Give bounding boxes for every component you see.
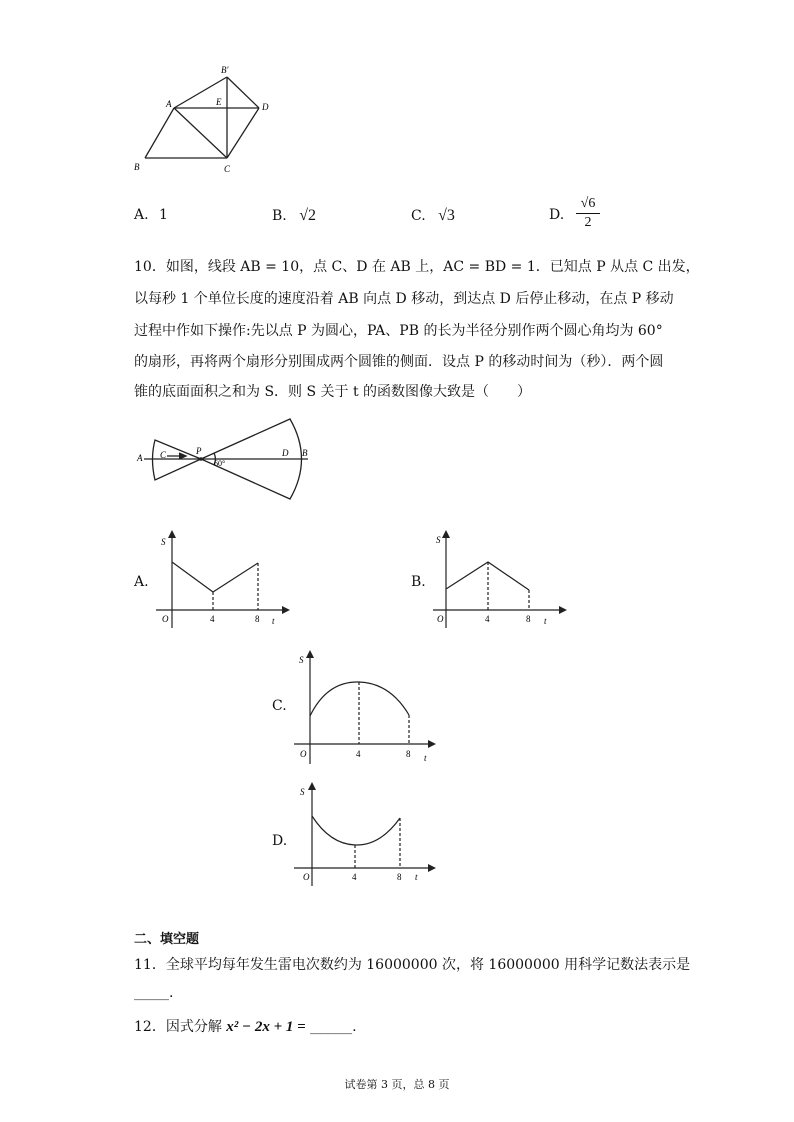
q9-option-d-fraction-bar: [576, 213, 600, 214]
q11-period: .: [169, 985, 174, 1001]
graph-a-origin: O: [162, 614, 169, 624]
q9-option-d-numerator: √6: [580, 196, 596, 211]
fig9-label-d: D: [262, 102, 269, 112]
graph-d-origin: O: [303, 872, 310, 882]
graph-a-y-label: S: [161, 537, 166, 547]
fig9-label-e: E: [216, 97, 222, 107]
q9-option-d[interactable]: [549, 207, 564, 223]
graph-option-d[interactable]: [290, 780, 440, 888]
graph-b-x-label: t: [544, 616, 547, 626]
page-footer: 试卷第 3 页，总 8 页: [344, 1078, 450, 1091]
graph-b-tick-4: 4: [485, 614, 490, 624]
graph-option-c[interactable]: [290, 648, 440, 766]
graph-b-origin: O: [437, 614, 444, 624]
graph-c-tick-8: 8: [406, 749, 411, 759]
q12-answer-blank[interactable]: ______: [310, 1019, 353, 1035]
fig10-label-a: A: [137, 453, 143, 463]
fig10-label-c: C: [160, 450, 167, 460]
q9-option-c-value: √3: [438, 207, 455, 224]
q11-line-1: 11．全球平均每年发生雷电次数约为 16000000 次，将 16000000 用科学记数法表示是: [134, 957, 691, 973]
q10-line-4: 的扇形，再将两个扇形分别围成两个圆锥的侧面．设点 P 的移动时间为（秒）．两个圆: [134, 354, 664, 370]
graph-b-tick-8: 8: [526, 614, 531, 624]
q12-prefix: 12．因式分解: [134, 1019, 222, 1035]
q10-line-2: 以每秒 1 个单位长度的速度沿着 AB 向点 D 移动，到达点 D 后停止移动，在点 P 移动: [134, 291, 674, 307]
fig10-label-d: D: [282, 448, 289, 458]
q9-option-a-value: 1: [159, 207, 168, 223]
q9-option-d-letter: D.: [549, 207, 565, 223]
fig10-sectors-diagram: [130, 416, 330, 516]
graph-c-x-label: t: [424, 753, 427, 763]
fig10-label-p: P: [196, 446, 202, 456]
fig10-label-angle: 60°: [214, 459, 226, 468]
q11-answer-line: [134, 986, 173, 1000]
graph-a-x-label: t: [272, 616, 275, 626]
q9-option-c[interactable]: [411, 207, 455, 225]
q9-option-a-letter: A.: [134, 207, 149, 223]
section-fill-in-blank-title: 二、填空题: [134, 932, 200, 947]
graph-a-tick-4: 4: [210, 614, 215, 624]
fig9-label-c: C: [224, 164, 231, 174]
graph-d-x-label: t: [415, 872, 418, 882]
q9-option-c-letter: C.: [411, 208, 426, 224]
graph-option-b[interactable]: [429, 530, 569, 630]
graph-option-a-letter[interactable]: A.: [134, 574, 149, 590]
graph-option-b-letter[interactable]: B.: [411, 574, 426, 590]
q11-answer-blank[interactable]: _____: [134, 985, 169, 1001]
fig9-parallelogram-diagram: [128, 62, 278, 182]
fig10-label-b: B: [302, 448, 308, 458]
graph-d-y-label: S: [300, 787, 305, 797]
q10-line-5: 锥的底面面积之和为 S．则 S 关于 t 的函数图像大致是（ ）: [134, 384, 532, 400]
graph-d-tick-4: 4: [352, 872, 357, 882]
graph-c-y-label: S: [299, 655, 304, 665]
fig9-label-a: A: [166, 99, 172, 109]
graph-d-tick-8: 8: [397, 872, 402, 882]
graph-a-tick-8: 8: [255, 614, 260, 624]
q9-option-b-letter: B.: [272, 208, 287, 224]
graph-option-a[interactable]: [152, 530, 292, 630]
graph-c-tick-4: 4: [356, 749, 361, 759]
q9-option-b[interactable]: [272, 207, 316, 225]
graph-option-d-letter[interactable]: D.: [272, 833, 288, 849]
q12-line: [134, 1020, 357, 1035]
graph-c-origin: O: [300, 749, 307, 759]
q10-line-3: 过程中作如下操作:先以点 P 为圆心，PA、PB 的长为半径分别作两个圆心角均为 60°: [134, 323, 663, 339]
graph-b-y-label: S: [436, 535, 441, 545]
q9-option-d-denominator: 2: [584, 215, 592, 230]
q12-period: .: [352, 1019, 357, 1035]
q9-option-b-value: √2: [299, 207, 316, 224]
fig9-label-b-prime: B': [221, 65, 229, 75]
graph-option-c-letter[interactable]: C.: [272, 698, 287, 714]
q12-expression: x² − 2x + 1 =: [226, 1019, 306, 1035]
q9-option-d-fraction: [574, 196, 602, 231]
fig9-label-b: B: [134, 162, 140, 172]
q10-line-1: 10．如图，线段 AB = 10，点 C、D 在 AB 上，AC = BD = 1．已知点 P 从点 C 出发，: [134, 259, 700, 275]
q9-option-a[interactable]: [134, 207, 168, 223]
